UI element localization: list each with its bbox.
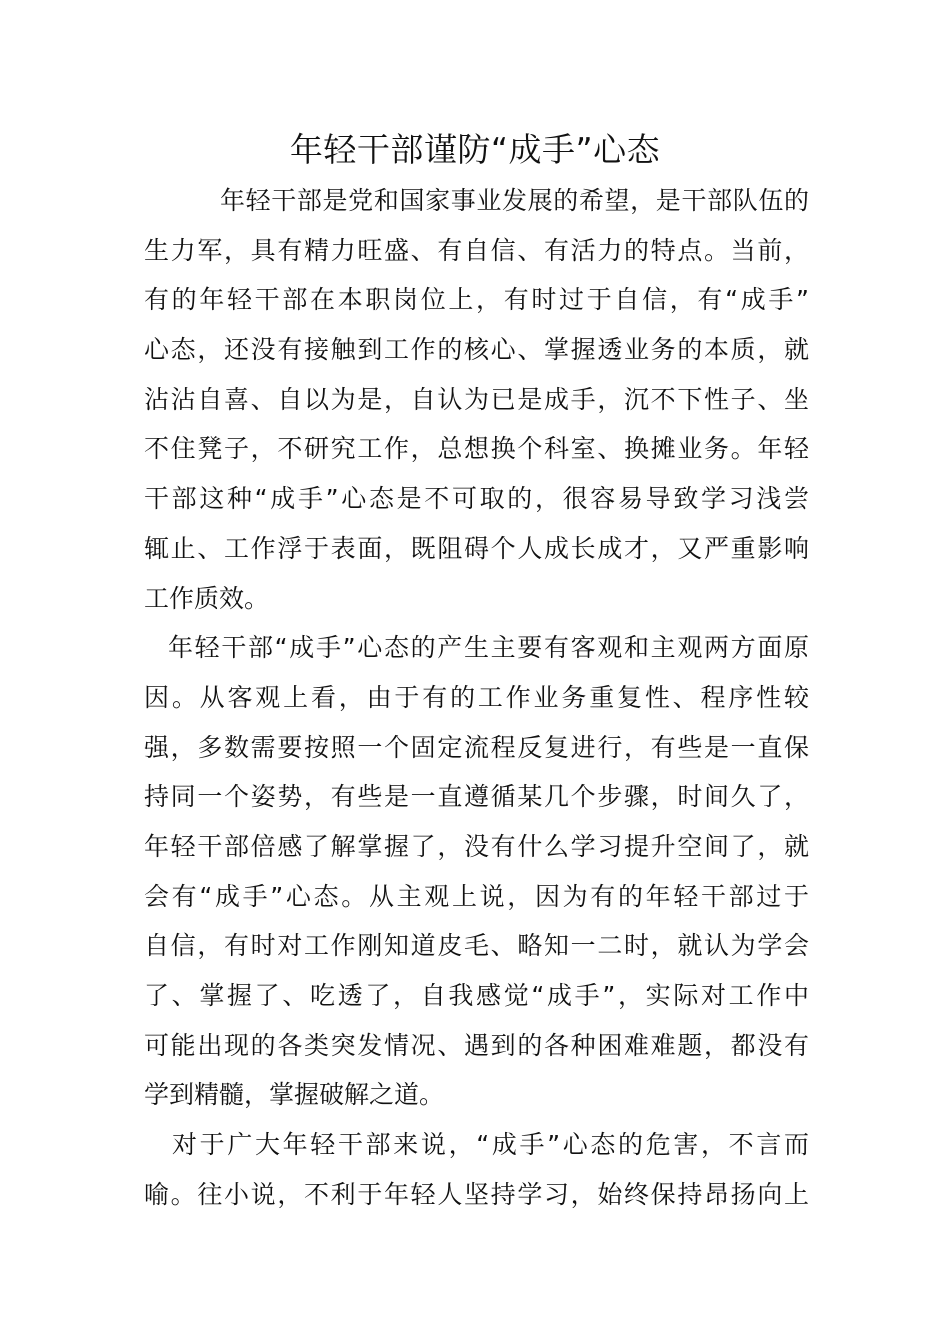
document-body <box>144 176 809 1219</box>
paragraph-1-line-9: 工作质效。 <box>144 583 270 613</box>
paragraph-2-line-10: 学到精髓，掌握破解之道。 <box>144 1080 445 1110</box>
paragraph-1-line-5: 沾沾自喜、自以为是，自认为已是成手，沉不下性子、坐 <box>144 384 809 414</box>
paragraph-2-line-9: 可能出现的各类突发情况、遇到的各种困难难题，都没有 <box>144 1030 809 1060</box>
paragraph-2-line-7: 自信，有时对工作刚知道皮毛、略知一二时，就认为学会 <box>144 931 809 961</box>
paragraph-2-line-8: 了、掌握了、吃透了，自我感觉“成手”，实际对工作中 <box>144 981 809 1010</box>
paragraph-2-line-4: 持同一个姿势，有些是一直遵循某几个步骤，时间久了， <box>144 782 809 812</box>
paragraph-1-line-6: 不住凳子，不研究工作，总想换个科室、换摊业务。年轻 <box>144 434 809 464</box>
paragraph-2-line-2: 因。从客观上看，由于有的工作业务重复性、程序性较 <box>144 682 809 712</box>
paragraph-3-line-2: 喻。往小说，不利于年轻人坚持学习，始终保持昂扬向上 <box>144 1179 809 1209</box>
paragraph-2-line-1: 年轻干部“成手”心态的产生主要有客观和主观两方面原 <box>168 633 809 663</box>
paragraph-1-line-7: 干部这种“成手”心态是不可取的，很容易导致学习浅尝 <box>144 484 809 514</box>
paragraph-1-line-8: 辄止、工作浮于表面，既阻碍个人成长成才，又严重影响 <box>144 533 809 563</box>
paragraph-1-line-2: 生力军，具有精力旺盛、有自信、有活力的特点。当前， <box>144 235 809 265</box>
paragraph-2-line-6: 会有“成手”心态。从主观上说，因为有的年轻干部过于 <box>144 881 809 911</box>
paragraph-2-line-3: 强，多数需要按照一个固定流程反复进行，有些是一直保 <box>144 732 809 762</box>
paragraph-1-line-1: 年轻干部是党和国家事业发展的希望，是干部队伍的 <box>220 186 809 215</box>
paragraph-1-line-4: 心态，还没有接触到工作的核心、掌握透业务的本质，就 <box>144 335 809 365</box>
document-title: 年轻干部谨防“成手”心态 <box>289 130 661 169</box>
paragraph-1-line-3: 有的年轻干部在本职岗位上，有时过于自信，有“成手” <box>144 285 809 315</box>
paragraph-2-line-5: 年轻干部倍感了解掌握了，没有什么学习提升空间了，就 <box>144 831 809 861</box>
paragraph-3-line-1: 对于广大年轻干部来说，“成手”心态的危害，不言而 <box>172 1130 809 1160</box>
